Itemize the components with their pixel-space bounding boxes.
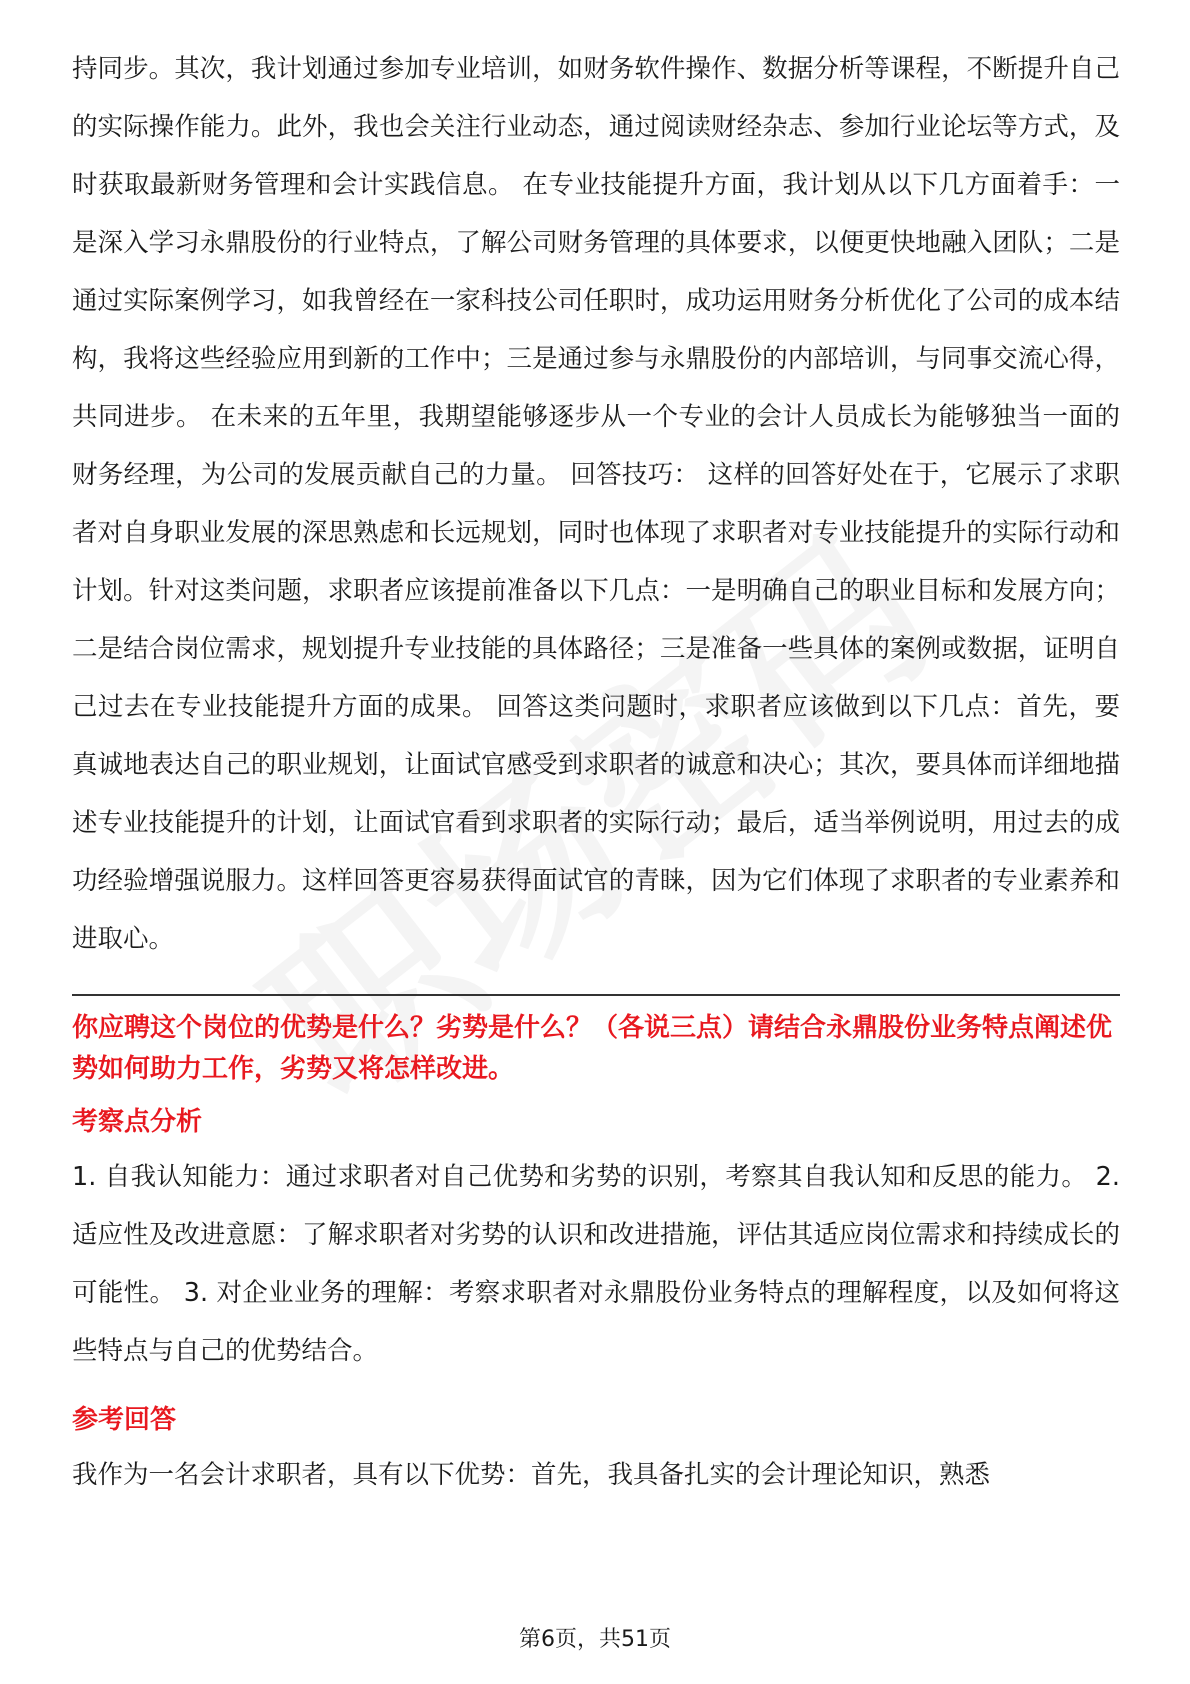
section-divider: [72, 994, 1120, 996]
analysis-heading: 考察点分析: [72, 1107, 203, 1137]
reference-heading: 参考回答: [72, 1405, 177, 1435]
analysis-paragraph: 1. 自我认知能力：通过求职者对自己优势和劣势的识别，考察其自我认知和反思的能力。 2. 适应性及改进意愿：了解求职者对劣势的认识和改进措施，评估其适应岗位需求和持续成长的可能性。 3. 对企业业务的理解：考察求职者对永鼎股份业务特点的理解程度，以及如何将这些特点与自己的优势结合。: [72, 1162, 1120, 1366]
interview-question: 你应聘这个岗位的优势是什么？劣势是什么？（各说三点）请结合永鼎股份业务特点阐述优势如何助力工作，劣势又将怎样改进。: [72, 1013, 1113, 1084]
page-number-footer: 第6页，共51页: [519, 1627, 671, 1652]
continued-answer-paragraph: 持同步。其次，我计划通过参加专业培训，如财务软件操作、数据分析等课程，不断提升自己的实际操作能力。此外，我也会关注行业动态，通过阅读财经杂志、参加行业论坛等方式，及时获取最新财务管理和会计实践信息。 在专业技能提升方面，我计划从以下几方面着手：一是深入学习永鼎股份的行业特点，了解公司财务管理的具体要求，以便更快地融入团队；二是通过实际案例学习，如我曾经在一家科技公司任职时，成功运用财务分析优化了公司的成本结构，我将这些经验应用到新的工作中；三是通过参与永鼎股份的内部培训，与同事交流心得，共同进步。 在未来的五年里，我期望能够逐步从一个专业的会计人员成长为能够独当一面的财务经理，为公司的发展贡献自己的力量。 回答技巧： 这样的回答好处在于，它展示了求职者对自身职业发展的深思熟虑和长远规划，同时也体现了求职者对专业技能提升的实际行动和计划。针对这类问题，求职者应该提前准备以下几点：一是明确自己的职业目标和发展方向；二是结合岗位需求，规划提升专业技能的具体路径；三是准备一些具体的案例或数据，证明自己过去在专业技能提升方面的成果。 回答这类问题时，求职者应该做到以下几点：首先，要真诚地表达自己的职业规划，让面试官感受到求职者的诚意和决心；其次，要具体而详细地描述专业技能提升的计划，让面试官看到求职者的实际行动；最后，适当举例说明，用过去的成功经验增强说服力。这样回答更容易获得面试官的青睐，因为它们体现了求职者的专业素养和进取心。: [72, 54, 1120, 954]
reference-paragraph: 我作为一名会计求职者，具有以下优势：首先，我具备扎实的会计理论知识，熟悉: [72, 1460, 991, 1490]
page-content: [72, 40, 1120, 1504]
